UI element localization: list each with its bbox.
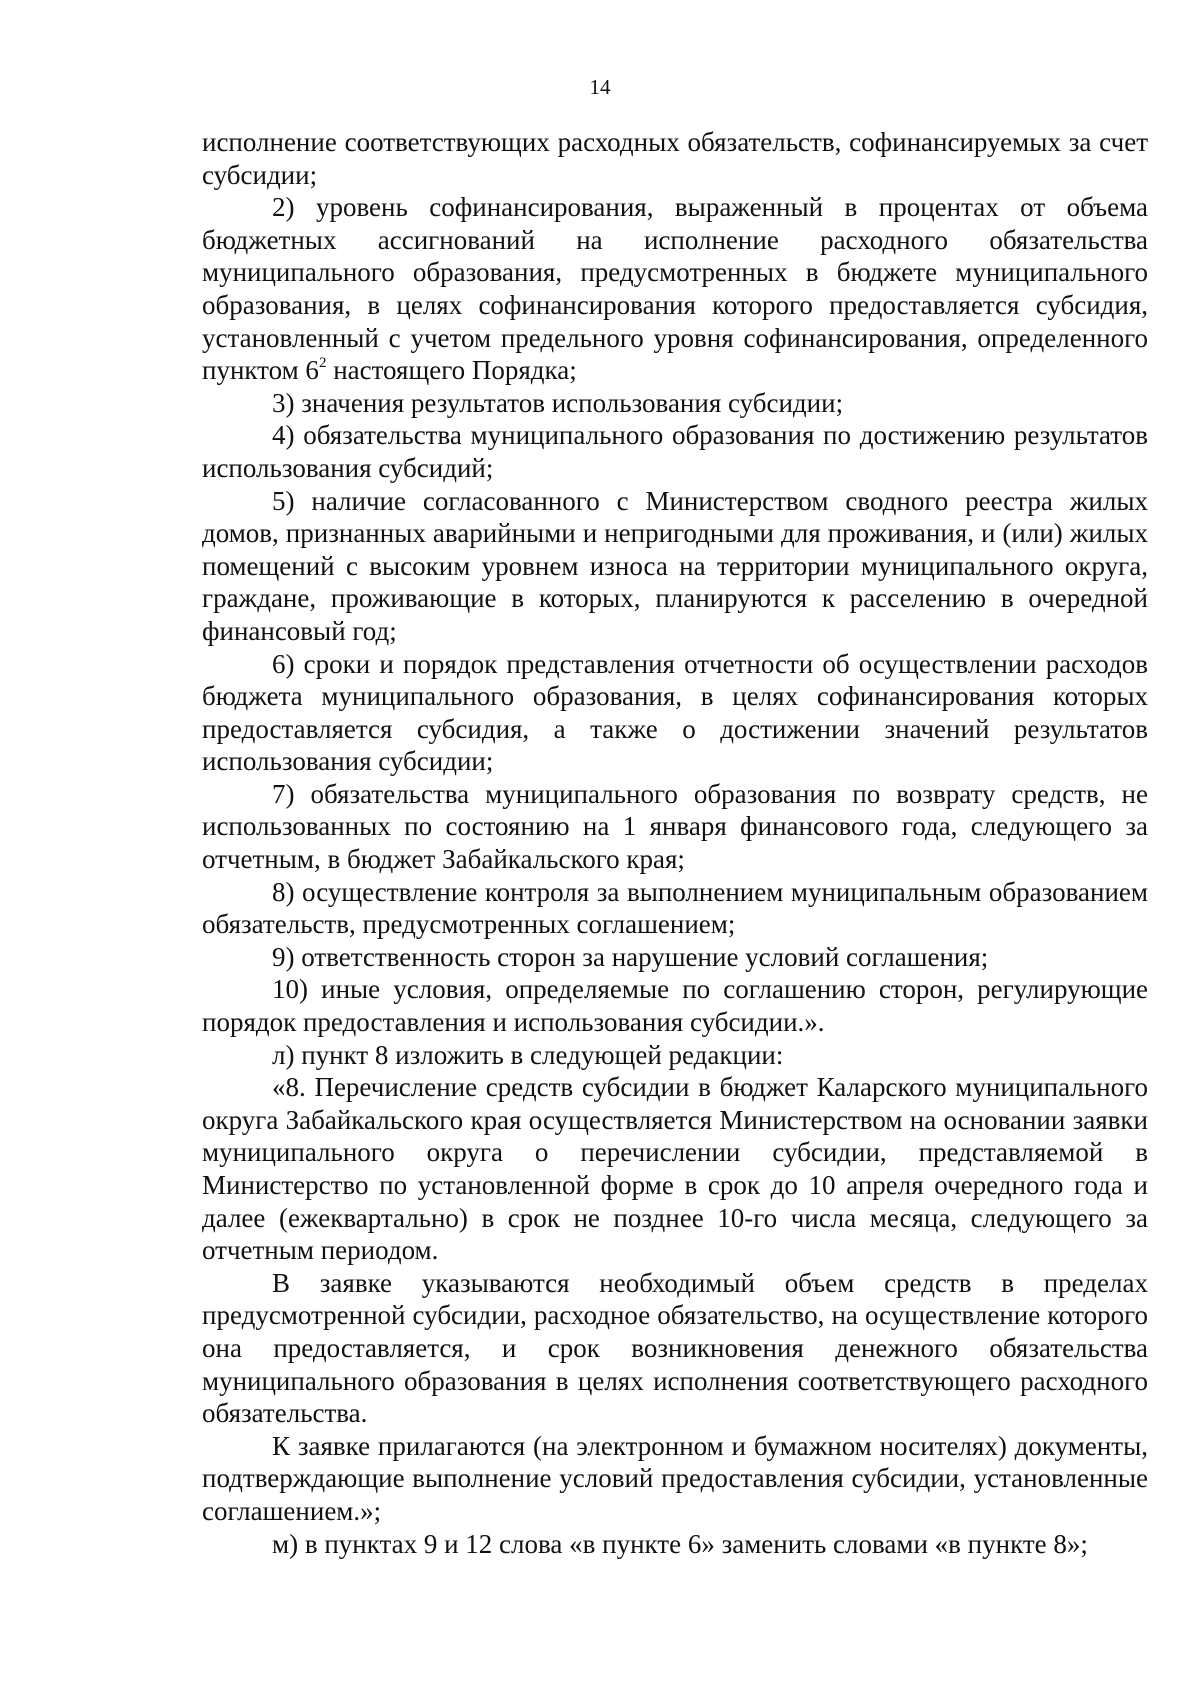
page-number: 14 <box>589 75 611 99</box>
paragraph: исполнение соответствующих расходных обязательств, софинансируемых за счет субсидии; <box>202 127 1148 190</box>
paragraph: К заявке прилагаются (на электронном и бумажном носителях) документы, подтверждающие выполнение условий предоставления субсидии, установленные соглашением.»; <box>202 1430 1148 1526</box>
paragraph <box>202 191 1148 387</box>
paragraph: м) в пунктах 9 и 12 слова «в пункте 6» заменить словами «в пункте 8»; <box>272 1528 1088 1559</box>
paragraph: 5) наличие согласованного с Министерством сводного реестра жилых домов, признанных аварийными и непригодными для проживания, и (или) жилых помещений с высоким уровнем износа на территории муниципального округа, граждане, проживающие в которых, планируются к расселению в очередной финансовый год; <box>202 485 1148 646</box>
paragraph: 6) сроки и порядок представления отчетности об осуществлении расходов бюджета муниципального образования, в целях софинансирования которых предоставляется субсидия, а также о достижении значений результатов использования субсидии; <box>202 648 1148 777</box>
paragraph: 9) ответственность сторон за нарушение условий соглашения; <box>272 941 989 972</box>
paragraph-text: настоящего Порядка; <box>326 355 577 386</box>
paragraph: 4) обязательства муниципального образования по достижению результатов использования субсидий; <box>202 420 1148 483</box>
paragraph: л) пункт 8 изложить в следующей редакции: <box>272 1039 784 1070</box>
paragraph-text: 2) уровень софинансирования, выраженный в процентах от объема бюджетных ассигнований на исполнение расходного обязательства муниципального образования, предусмотренных в бюджете муниципального образования, в целях софинансирования которого предоставляется субсидия, установленный с учетом предельного уровня софинансирования, определенного пунктом 6 <box>202 192 1148 386</box>
paragraph: 10) иные условия, определяемые по соглашению сторон, регулирующие порядок предоставления и использования субсидии.». <box>202 974 1148 1038</box>
paragraph: В заявке указываются необходимый объем средств в пределах предусмотренной субсидии, расходное обязательство, на осуществление которого она предоставляется, и срок возникновения денежного обязательства муниципального образования в целях исполнения соответствующего расходного обязательства. <box>202 1267 1148 1429</box>
paragraph: 8) осуществление контроля за выполнением муниципальным образованием обязательств, предусмотренных соглашением; <box>202 876 1148 940</box>
superscript: 2 <box>318 355 327 372</box>
paragraph: 3) значения результатов использования субсидии; <box>272 387 844 418</box>
document-body <box>202 126 1148 1560</box>
paragraph: 7) обязательства муниципального образования по возврату средств, не использованных по состоянию на 1 января финансового года, следующего за отчетным, в бюджет Забайкальского края; <box>202 778 1148 875</box>
paragraph: «8. Перечисление средств субсидии в бюджет Каларского муниципального округа Забайкальского края осуществляется Министерством на основании заявки муниципального округа о перечислении субсидии, представляемой в Министерство по установленной форме в срок до 10 апреля очередного года и далее (ежеквартально) в срок не позднее 10-го числа месяца, следующего за отчетным периодом. <box>202 1072 1148 1266</box>
